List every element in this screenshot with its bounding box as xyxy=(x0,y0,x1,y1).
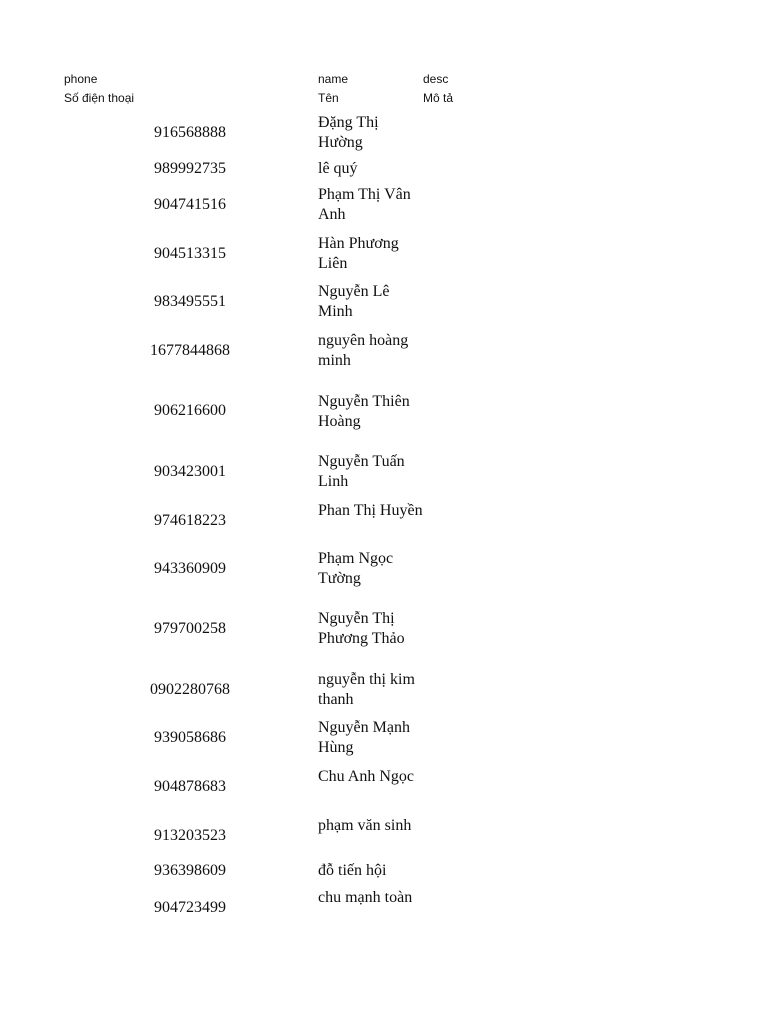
name-cell: nguyễn thị kim thanh xyxy=(318,671,415,708)
phone-cell: 983495551 xyxy=(154,293,226,310)
name-cell: Phan Thị Huyền xyxy=(318,502,423,519)
phone-cell: 904741516 xyxy=(154,196,226,213)
name-cell: Chu Anh Ngọc xyxy=(318,768,414,785)
phone-cell: 916568888 xyxy=(154,124,226,141)
name-cell: lê quý xyxy=(318,160,358,177)
phone-cell: 974618223 xyxy=(154,512,226,529)
header-desc-key: desc xyxy=(423,72,449,86)
name-cell: chu mạnh toàn xyxy=(318,889,413,906)
phone-cell: 904878683 xyxy=(154,778,226,795)
phone-cell: 903423001 xyxy=(154,463,226,480)
name-cell: phạm văn sinh xyxy=(318,817,412,834)
name-cell: Nguyễn Thị Phương Thảo xyxy=(318,610,405,647)
name-cell: Hàn Phương Liên xyxy=(318,235,399,272)
header-name-label: Tên xyxy=(318,91,339,105)
name-cell: Nguyễn Tuấn Linh xyxy=(318,453,405,490)
phone-cell: 939058686 xyxy=(154,729,226,746)
phone-cell: 904513315 xyxy=(154,245,226,262)
header-phone-label: Số điện thoại xyxy=(64,91,135,105)
phone-cell: 979700258 xyxy=(154,620,226,637)
phone-cell: 989992735 xyxy=(154,160,226,177)
phone-cell: 943360909 xyxy=(154,560,226,577)
header-name-key: name xyxy=(318,72,349,86)
phone-cell: 906216600 xyxy=(154,402,226,419)
header-phone-key: phone xyxy=(64,72,98,86)
header-desc-label: Mô tả xyxy=(423,91,454,105)
phone-cell: 936398609 xyxy=(154,862,226,879)
name-cell: nguyên hoàng minh xyxy=(318,332,409,369)
name-cell: Nguyễn Mạnh Hùng xyxy=(318,719,410,756)
name-cell: Phạm Thị Vân Anh xyxy=(318,186,411,223)
name-cell: Đặng Thị Hường xyxy=(318,114,379,151)
phone-cell: 0902280768 xyxy=(150,681,230,698)
name-cell: Nguyễn Lê Minh xyxy=(318,283,390,320)
phone-cell: 913203523 xyxy=(154,827,226,844)
name-cell: đỗ tiến hội xyxy=(318,862,387,879)
phone-cell: 904723499 xyxy=(154,899,226,916)
name-cell: Nguyễn Thiên Hoàng xyxy=(318,393,410,430)
phone-cell: 1677844868 xyxy=(150,342,230,359)
name-cell: Phạm Ngọc Tường xyxy=(318,550,394,587)
